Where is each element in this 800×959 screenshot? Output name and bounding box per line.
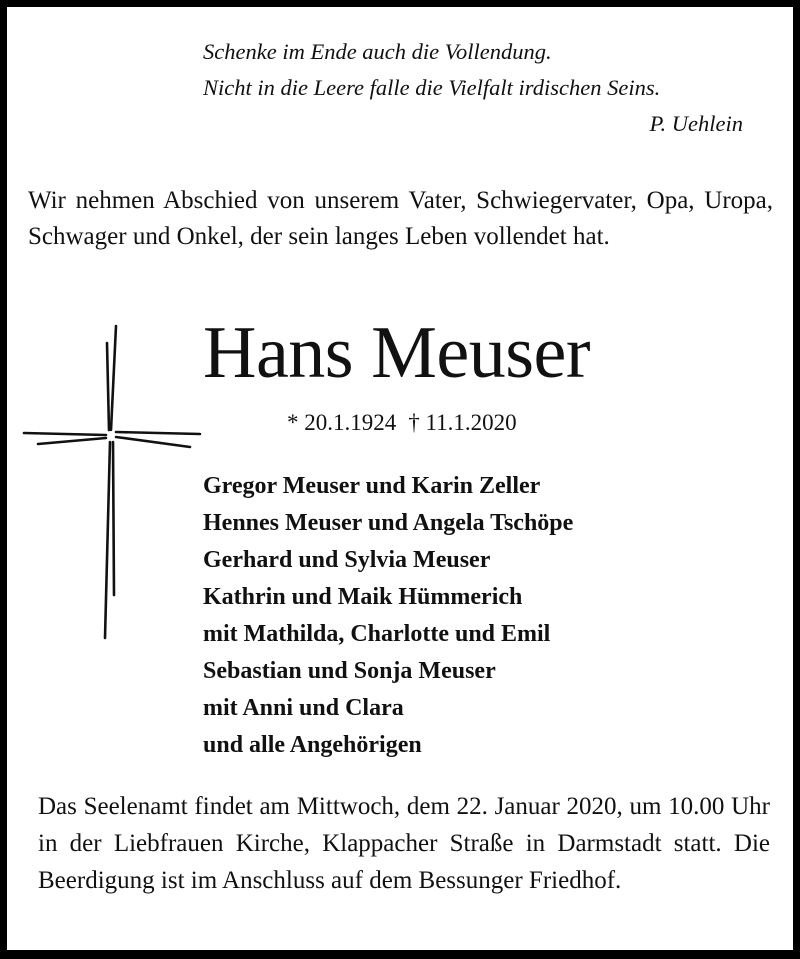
quote-author: P. Uehlein (649, 111, 743, 136)
quote-line: Schenke im Ende auch die Vollendung. (203, 39, 552, 64)
quote-line: Nicht in die Leere falle die Vielfalt irdischen Seins. (203, 75, 661, 100)
cross-icon (0, 0, 220, 660)
quote-block (203, 34, 743, 142)
intro-text: Wir nehmen Abschied von unserem Vater, Schwiegervater, Opa, Uropa, Schwager und Onkel, der sein langes Leben vollendet hat. (28, 187, 773, 250)
family-line: Kathrin und Maik Hümmerich (203, 584, 523, 610)
death-date: † 11.1.2020 (408, 410, 517, 435)
family-line: mit Anni und Clara (203, 695, 404, 721)
family-line: und alle Angehörigen (203, 732, 422, 758)
family-line: Hennes Meuser und Angela Tschöpe (203, 510, 574, 536)
family-list (203, 468, 573, 764)
life-dates (287, 409, 517, 437)
service-details: Das Seelenamt findet am Mittwoch, dem 22. Januar 2020, um 10.00 Uhr in der Liebfrauen Kirche, Klappacher Straße in Darmstadt statt. Die Beerdigung ist im Anschluss auf dem Bessunger Friedhof. (38, 793, 770, 894)
family-line: Gregor Meuser und Karin Zeller (203, 473, 541, 499)
family-line: Sebastian und Sonja Meuser (203, 658, 496, 684)
birth-date: * 20.1.1924 (287, 410, 397, 435)
family-line: mit Mathilda, Charlotte und Emil (203, 621, 551, 647)
deceased-name: Hans Meuser (203, 312, 591, 394)
family-line: Gerhard und Sylvia Meuser (203, 547, 491, 573)
